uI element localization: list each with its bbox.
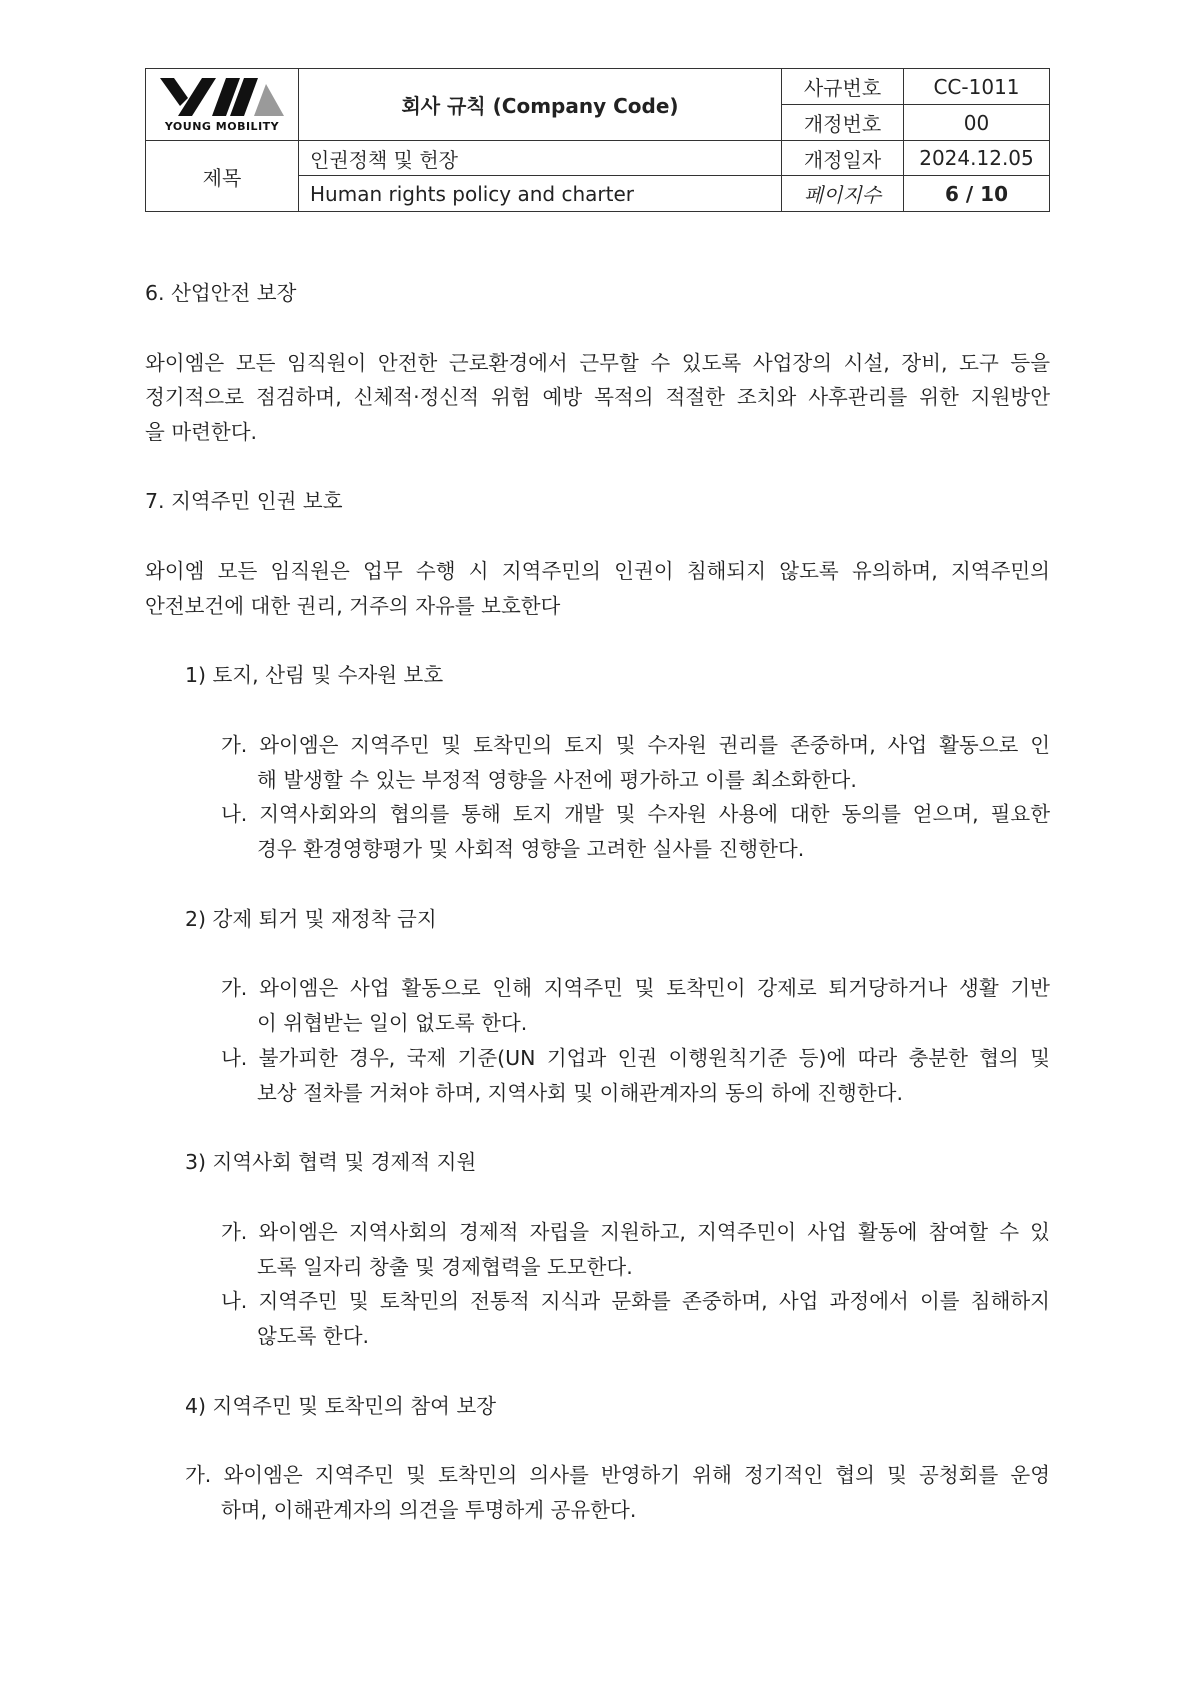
- subsection-1-item-b-line-1: 나. 지역사회와의 협의를 통해 토지 개발 및 수자원 사용에 대한 동의를 얻으며, 필요한: [221, 802, 1050, 826]
- subsection-4-item-a-line-1: 가. 와이엠은 지역주민 및 토착민의 의사를 반영하기 위해 정기적인 협의 및 공청회를 운영: [185, 1463, 1050, 1487]
- company-logo-icon: [158, 76, 286, 118]
- revision-number-label: 개정번호: [782, 105, 904, 141]
- logo-cell: [146, 69, 299, 141]
- subject-english: Human rights policy and charter: [299, 176, 782, 212]
- revision-date-value: 2024.12.05: [904, 141, 1050, 176]
- subsection-2-heading: 2) 강제 퇴거 및 재정착 금지: [185, 907, 437, 931]
- subsection-3-item-b-line-1: 나. 지역주민 및 토착민의 전통적 지식과 문화를 존중하며, 사업 과정에서 이를 침해하지: [221, 1289, 1050, 1313]
- subsection-1-item-a-line-2: 해 발생할 수 있는 부정적 영향을 사전에 평가하고 이를 최소화한다.: [257, 768, 857, 792]
- section-7-heading: 7. 지역주민 인권 보호: [145, 489, 343, 513]
- rule-number-value: CC-1011: [904, 69, 1050, 105]
- document-title: 회사 규칙 (Company Code): [299, 69, 782, 141]
- subsection-2-item-b-line-1: 나. 불가피한 경우, 국제 기준(UN 기업과 인권 이행원칙기준 등)에 따라 충분한 협의 및: [221, 1046, 1050, 1070]
- subsection-2-item-a-line-2: 이 위협받는 일이 없도록 한다.: [257, 1011, 528, 1035]
- page-count-value: 6 / 10: [904, 176, 1050, 212]
- logo-wordmark: YOUNG MOBILITY: [164, 120, 280, 133]
- revision-date-label: 개정일자: [782, 141, 904, 176]
- subsection-1-item-b-line-2: 경우 환경영향평가 및 사회적 영향을 고려한 실사를 진행한다.: [257, 837, 805, 861]
- page-count-label: 페이지수: [782, 176, 904, 212]
- subject-korean: 인권정책 및 헌장: [299, 141, 782, 176]
- subsection-2-item-b-line-2: 보상 절차를 거쳐야 하며, 지역사회 및 이해관계자의 동의 하에 진행한다.: [257, 1081, 903, 1105]
- section-7-paragraph-line-2: 안전보건에 대한 권리, 거주의 자유를 보호한다: [145, 594, 561, 618]
- section-6-heading: 6. 산업안전 보장: [145, 281, 297, 305]
- section-6-paragraph-line-3: 을 마련한다.: [145, 420, 258, 444]
- subsection-3-heading: 3) 지역사회 협력 및 경제적 지원: [185, 1150, 477, 1174]
- subsection-4-item-a-line-2: 하며, 이해관계자의 의견을 투명하게 공유한다.: [221, 1498, 637, 1522]
- section-7-paragraph-line-1: 와이엠 모든 임직원은 업무 수행 시 지역주민의 인권이 침해되지 않도록 유의하며, 지역주민의: [145, 559, 1050, 583]
- revision-number-value: 00: [904, 105, 1050, 141]
- section-6-paragraph-line-2: 정기적으로 점검하며, 신체적·정신적 위험 예방 목적의 적절한 조치와 사후관리를 위한 지원방안: [145, 385, 1050, 409]
- rule-number-label: 사규번호: [782, 69, 904, 105]
- subsection-1-heading: 1) 토지, 산림 및 수자원 보호: [185, 663, 444, 687]
- subject-label: 제목: [146, 141, 299, 212]
- subsection-3-item-a-line-2: 도록 일자리 창출 및 경제협력을 도모한다.: [257, 1255, 633, 1279]
- section-6-paragraph-line-1: 와이엠은 모든 임직원이 안전한 근로환경에서 근무할 수 있도록 사업장의 시설, 장비, 도구 등을: [145, 351, 1050, 375]
- subsection-4-heading: 4) 지역주민 및 토착민의 참여 보장: [185, 1394, 497, 1418]
- subsection-3-item-b-line-2: 않도록 한다.: [257, 1324, 370, 1348]
- subsection-1-item-a-line-1: 가. 와이엠은 지역주민 및 토착민의 토지 및 수자원 권리를 존중하며, 사업 활동으로 인: [221, 733, 1050, 757]
- subsection-3-item-a-line-1: 가. 와이엠은 지역사회의 경제적 자립을 지원하고, 지역주민이 사업 활동에 참여할 수 있: [221, 1220, 1050, 1244]
- subsection-2-item-a-line-1: 가. 와이엠은 사업 활동으로 인해 지역주민 및 토착민이 강제로 퇴거당하거나 생활 기반: [221, 976, 1050, 1000]
- document-header-table: [145, 68, 1050, 212]
